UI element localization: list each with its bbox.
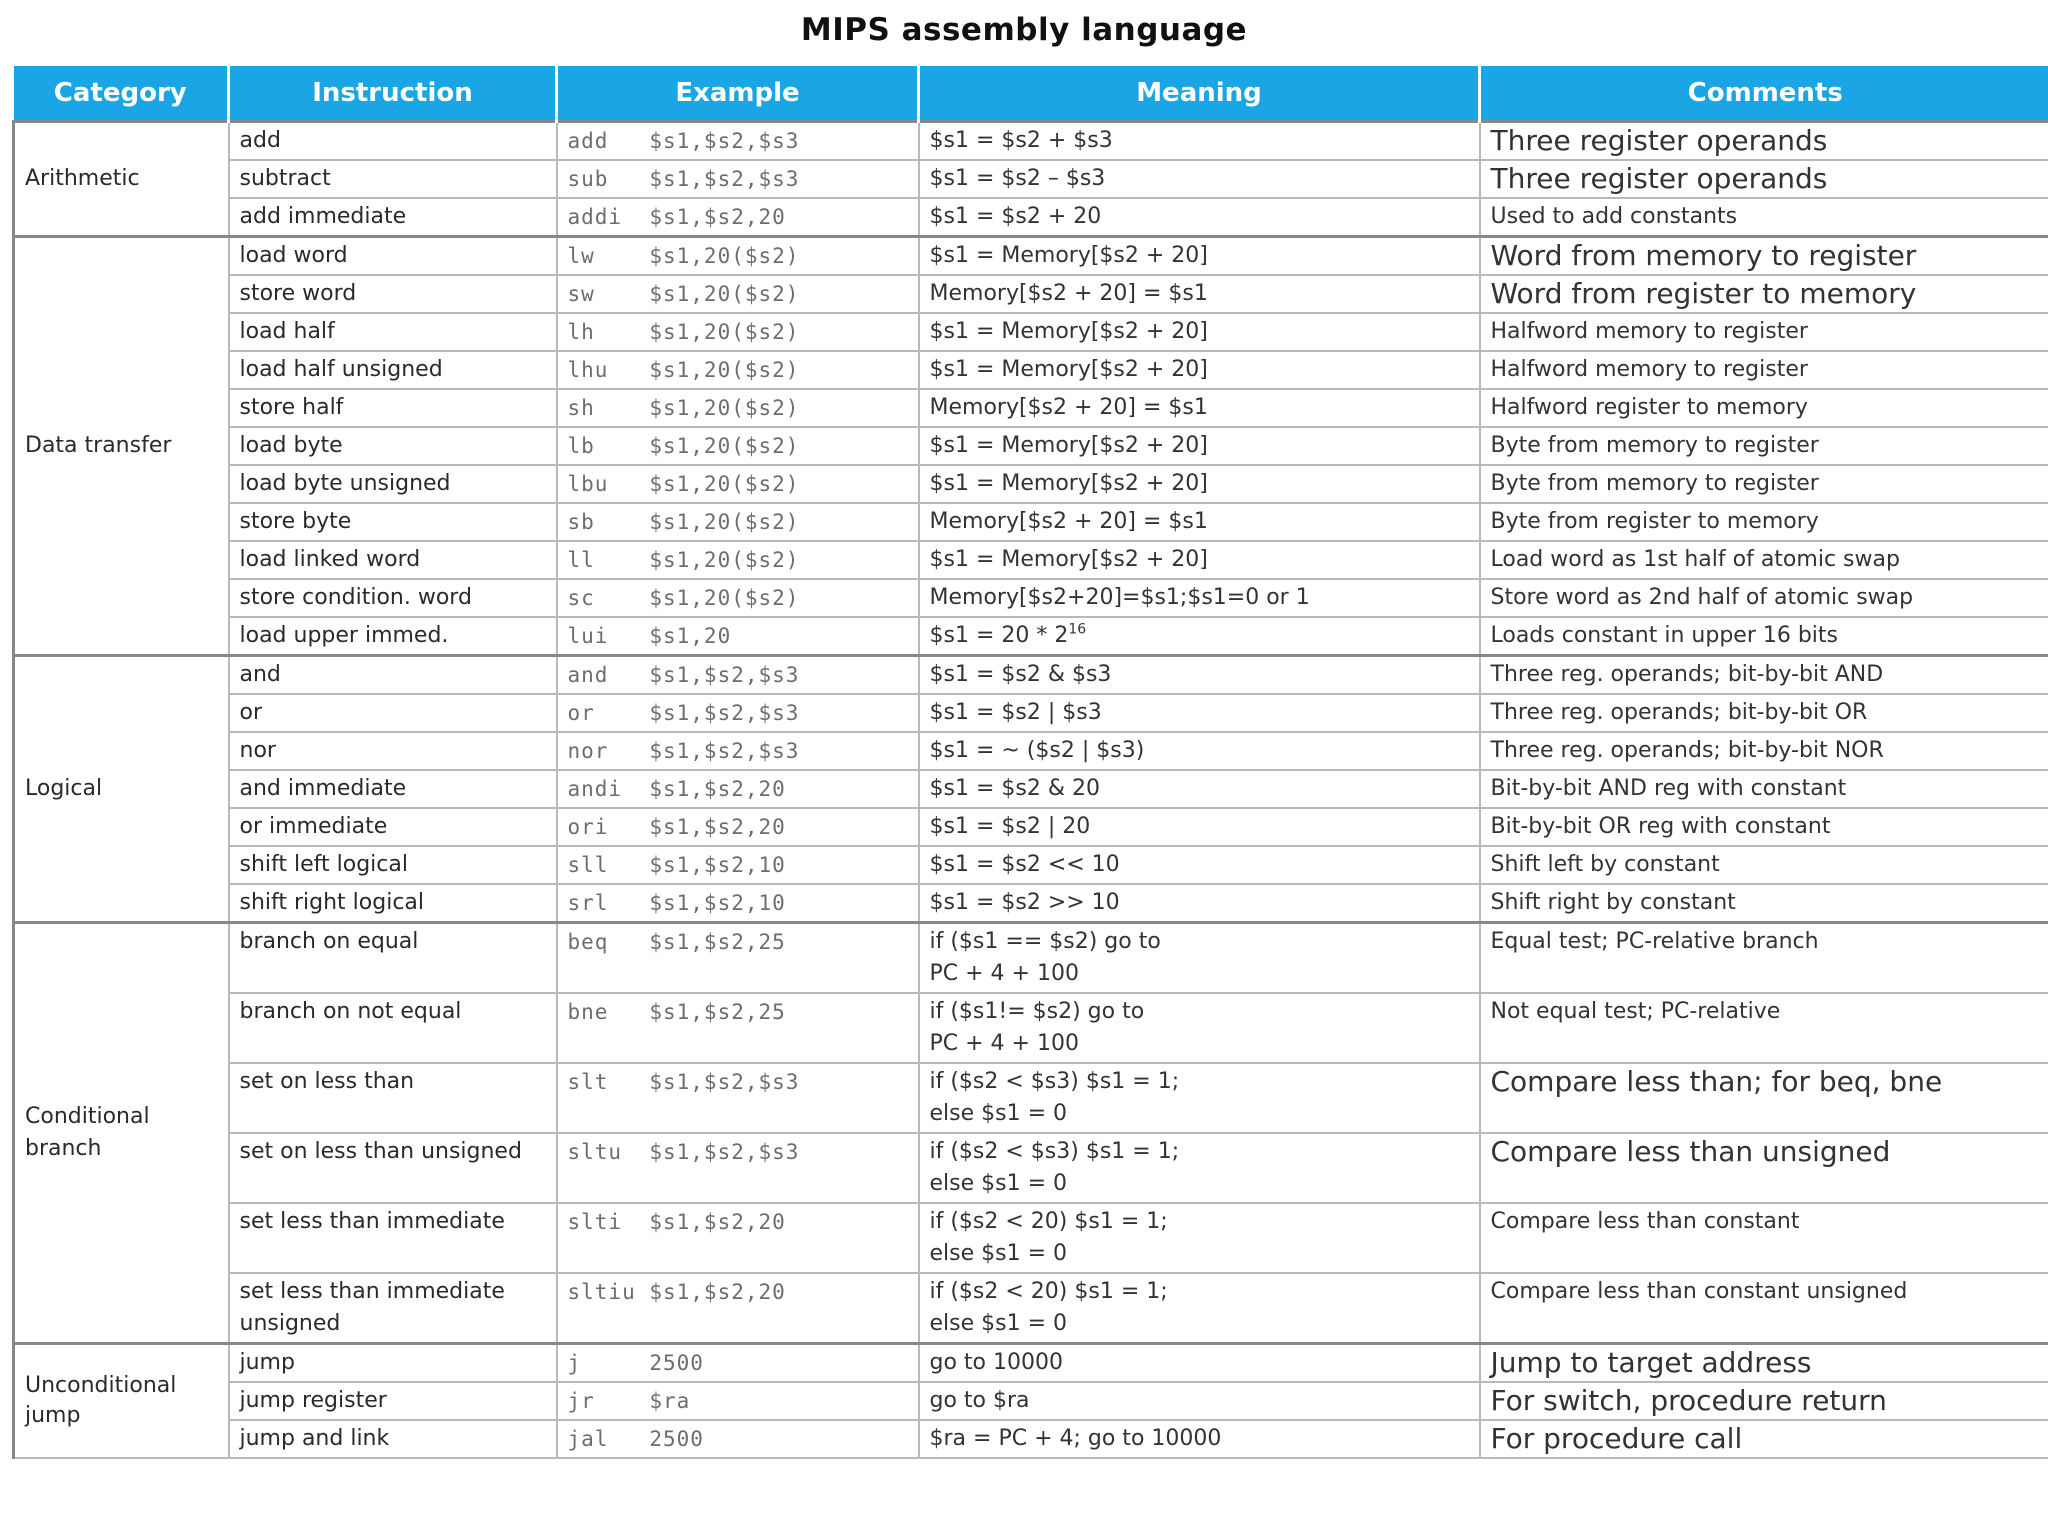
table-row [14,694,2048,732]
example-cell: srl $s1,$s2,10 [557,884,919,923]
comment-cell: Word from memory to register [1480,237,2048,276]
comment-cell: Used to add constants [1480,198,2048,237]
table-row [14,993,2048,1063]
comment-cell: Halfword register to memory [1480,389,2048,427]
meaning-cell [919,237,1480,276]
example-cell: lh $s1,20($s2) [557,313,919,351]
meaning-text: $s1 = Memory[$s2 + 20] [929,471,1208,496]
meaning-text: if ($s2 < 20) $s1 = 1; [929,1209,1168,1234]
meaning-text: $s1 = Memory[$s2 + 20] [929,357,1208,382]
table-row [14,1063,2048,1133]
instruction-cell: and immediate [229,770,557,808]
mips-instruction-table [12,66,2048,1459]
example-cell: addi $s1,$s2,20 [557,198,919,237]
comment-cell: Compare less than constant unsigned [1480,1273,2048,1344]
comment-cell: Halfword memory to register [1480,351,2048,389]
comment-cell: Bit-by-bit OR reg with constant [1480,808,2048,846]
meaning-text: go to 10000 [929,1350,1063,1375]
table-row [14,732,2048,770]
example-cell: lhu $s1,20($s2) [557,351,919,389]
meaning-text: go to $ra [929,1388,1030,1413]
meaning-text-line2: else $s1 = 0 [929,1311,1068,1336]
instruction-cell: load linked word [229,541,557,579]
comment-cell: Byte from memory to register [1480,465,2048,503]
meaning-cell [919,732,1480,770]
table-body [14,122,2048,1459]
meaning-cell [919,389,1480,427]
instruction-cell: store word [229,275,557,313]
example-cell: bne $s1,$s2,25 [557,993,919,1063]
table-row [14,122,2048,161]
example-cell: and $s1,$s2,$s3 [557,656,919,695]
instruction-cell: jump and link [229,1420,557,1458]
example-cell: sub $s1,$s2,$s3 [557,160,919,198]
meaning-text: $s1 = $s2 << 10 [929,852,1120,877]
instruction-cell: nor [229,732,557,770]
header-instruction: Instruction [229,66,557,122]
instruction-cell: store half [229,389,557,427]
example-cell: sh $s1,20($s2) [557,389,919,427]
comment-cell: Loads constant in upper 16 bits [1480,617,2048,656]
meaning-text: $s1 = $s2 & $s3 [929,662,1112,687]
meaning-cell [919,541,1480,579]
table-row [14,313,2048,351]
comment-cell: Not equal test; PC-relative [1480,993,2048,1063]
comment-cell: Three register operands [1480,122,2048,161]
example-cell: j 2500 [557,1344,919,1383]
meaning-text-line2: else $s1 = 0 [929,1171,1068,1196]
comment-cell: Word from register to memory [1480,275,2048,313]
table-row [14,579,2048,617]
comment-cell: Three reg. operands; bit-by-bit AND [1480,656,2048,695]
header-row [14,66,2048,122]
example-cell: sc $s1,20($s2) [557,579,919,617]
meaning-cell [919,923,1480,994]
meaning-cell [919,1133,1480,1203]
meaning-text-line2: PC + 4 + 100 [929,961,1079,986]
table-row [14,884,2048,923]
instruction-cell: load upper immed. [229,617,557,656]
comment-cell: Three reg. operands; bit-by-bit OR [1480,694,2048,732]
page-title: MIPS assembly language [800,12,1248,48]
table-row [14,1273,2048,1344]
example-cell: andi $s1,$s2,20 [557,770,919,808]
meaning-text: if ($s2 < 20) $s1 = 1; [929,1279,1168,1304]
table-row [14,770,2048,808]
example-cell: lbu $s1,20($s2) [557,465,919,503]
meaning-text: $s1 = $s2 | $s3 [929,700,1102,725]
table-row [14,1344,2048,1383]
meaning-text-line2: PC + 4 + 100 [929,1031,1079,1056]
table-row [14,656,2048,695]
meaning-cell [919,427,1480,465]
meaning-cell [919,1273,1480,1344]
comment-cell: For switch, procedure return [1480,1382,2048,1420]
category-cell: Conditional branch [14,923,229,1344]
instruction-cell: branch on not equal [229,993,557,1063]
comment-cell: Byte from register to memory [1480,503,2048,541]
meaning-cell [919,160,1480,198]
example-cell: lw $s1,20($s2) [557,237,919,276]
comment-cell: Shift left by constant [1480,846,2048,884]
instruction-cell: add [229,122,557,161]
meaning-cell [919,1063,1480,1133]
meaning-cell [919,503,1480,541]
meaning-text: $ra = PC + 4; go to 10000 [929,1426,1222,1451]
header-comments: Comments [1480,66,2048,122]
example-cell: sb $s1,20($s2) [557,503,919,541]
table-row [14,160,2048,198]
example-cell: sltiu $s1,$s2,20 [557,1273,919,1344]
example-cell: jal 2500 [557,1420,919,1458]
meaning-text: $s1 = $s2 + 20 [929,204,1102,229]
instruction-cell: load byte [229,427,557,465]
table-row [14,465,2048,503]
meaning-cell [919,656,1480,695]
example-cell: or $s1,$s2,$s3 [557,694,919,732]
instruction-cell: and [229,656,557,695]
meaning-cell [919,808,1480,846]
comment-cell: Equal test; PC-relative branch [1480,923,2048,994]
table-row [14,617,2048,656]
instruction-cell: add immediate [229,198,557,237]
instruction-cell: set on less than [229,1063,557,1133]
meaning-text: $s1 = Memory[$s2 + 20] [929,319,1208,344]
table-row [14,389,2048,427]
comment-cell: Three register operands [1480,160,2048,198]
instruction-cell: subtract [229,160,557,198]
comment-cell: Byte from memory to register [1480,427,2048,465]
meaning-cell [919,694,1480,732]
example-cell: sll $s1,$s2,10 [557,846,919,884]
header-example: Example [557,66,919,122]
instruction-cell: load word [229,237,557,276]
example-cell: ori $s1,$s2,20 [557,808,919,846]
table-row [14,541,2048,579]
example-cell: add $s1,$s2,$s3 [557,122,919,161]
table-row [14,808,2048,846]
table-row [14,503,2048,541]
comment-cell: Jump to target address [1480,1344,2048,1383]
meaning-cell [919,884,1480,923]
meaning-cell [919,1382,1480,1420]
example-cell: slt $s1,$s2,$s3 [557,1063,919,1133]
instruction-cell: set on less than unsigned [229,1133,557,1203]
instruction-cell: shift right logical [229,884,557,923]
meaning-text: $s1 = $s2 >> 10 [929,890,1120,915]
table-row [14,198,2048,237]
comment-cell: Halfword memory to register [1480,313,2048,351]
meaning-cell [919,313,1480,351]
meaning-cell [919,770,1480,808]
comment-cell: Shift right by constant [1480,884,2048,923]
instruction-cell: load half unsigned [229,351,557,389]
meaning-text-line2: else $s1 = 0 [929,1241,1068,1266]
meaning-text: Memory[$s2 + 20] = $s1 [929,395,1208,420]
example-cell: lb $s1,20($s2) [557,427,919,465]
comment-cell: Store word as 2nd half of atomic swap [1480,579,2048,617]
meaning-cell [919,198,1480,237]
instruction-cell: store byte [229,503,557,541]
example-cell: ll $s1,20($s2) [557,541,919,579]
comment-cell: Compare less than constant [1480,1203,2048,1273]
meaning-text: if ($s2 < $s3) $s1 = 1; [929,1069,1180,1094]
meaning-cell [919,122,1480,161]
meaning-text: $s1 = $s2 + $s3 [929,128,1113,153]
table-row [14,275,2048,313]
table-row [14,1420,2048,1458]
meaning-cell [919,579,1480,617]
example-cell: jr $ra [557,1382,919,1420]
instruction-cell: jump [229,1344,557,1383]
comment-cell: Compare less than unsigned [1480,1133,2048,1203]
comment-cell: Three reg. operands; bit-by-bit NOR [1480,732,2048,770]
meaning-superscript: 16 [1068,621,1087,638]
meaning-text: $s1 = $s2 | 20 [929,814,1091,839]
table-row [14,923,2048,994]
table-row [14,1382,2048,1420]
comment-cell: For procedure call [1480,1420,2048,1458]
meaning-text: $s1 = Memory[$s2 + 20] [929,547,1208,572]
table-row [14,351,2048,389]
header-category: Category [14,66,229,122]
instruction-cell: load half [229,313,557,351]
comment-cell: Bit-by-bit AND reg with constant [1480,770,2048,808]
meaning-cell [919,993,1480,1063]
meaning-text: $s1 = $s2 – $s3 [929,166,1106,191]
meaning-cell [919,1203,1480,1273]
meaning-cell [919,465,1480,503]
meaning-cell [919,1420,1480,1458]
meaning-cell [919,846,1480,884]
category-cell: Data transfer [14,237,229,656]
example-cell: sltu $s1,$s2,$s3 [557,1133,919,1203]
category-cell: Unconditional jump [14,1344,229,1459]
instruction-cell: or immediate [229,808,557,846]
example-cell: nor $s1,$s2,$s3 [557,732,919,770]
instruction-cell: or [229,694,557,732]
instruction-cell: jump register [229,1382,557,1420]
instruction-cell: shift left logical [229,846,557,884]
meaning-cell [919,275,1480,313]
example-cell: sw $s1,20($s2) [557,275,919,313]
instruction-cell: load byte unsigned [229,465,557,503]
category-cell: Logical [14,656,229,923]
meaning-text-line2: else $s1 = 0 [929,1101,1068,1126]
meaning-text: $s1 = $s2 & 20 [929,776,1100,801]
meaning-text: if ($s1 == $s2) go to [929,929,1161,954]
meaning-text: Memory[$s2 + 20] = $s1 [929,281,1208,306]
meaning-cell [919,351,1480,389]
category-cell: Arithmetic [14,122,229,237]
table-row [14,846,2048,884]
meaning-text: if ($s2 < $s3) $s1 = 1; [929,1139,1180,1164]
example-cell: beq $s1,$s2,25 [557,923,919,994]
meaning-text: Memory[$s2+20]=$s1;$s1=0 or 1 [929,585,1310,610]
table-row [14,1133,2048,1203]
table-row [14,1203,2048,1273]
header-meaning: Meaning [919,66,1480,122]
table-row [14,237,2048,276]
meaning-cell [919,617,1480,656]
table-row [14,427,2048,465]
comment-cell: Compare less than; for beq, bne [1480,1063,2048,1133]
meaning-text: if ($s1!= $s2) go to [929,999,1145,1024]
meaning-text: $s1 = Memory[$s2 + 20] [929,243,1208,268]
meaning-text: $s1 = 20 * 2 [929,623,1069,648]
instruction-cell: branch on equal [229,923,557,994]
example-cell: lui $s1,20 [557,617,919,656]
meaning-text: $s1 = ~ ($s2 | $s3) [929,738,1145,763]
example-cell: slti $s1,$s2,20 [557,1203,919,1273]
instruction-cell: store condition. word [229,579,557,617]
instruction-cell: set less than immediate unsigned [229,1273,557,1344]
comment-cell: Load word as 1st half of atomic swap [1480,541,2048,579]
instruction-cell: set less than immediate [229,1203,557,1273]
meaning-text: $s1 = Memory[$s2 + 20] [929,433,1208,458]
meaning-text: Memory[$s2 + 20] = $s1 [929,509,1208,534]
meaning-cell [919,1344,1480,1383]
